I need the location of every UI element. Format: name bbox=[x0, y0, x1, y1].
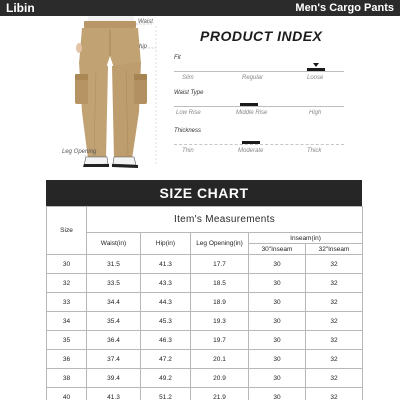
fit-option-loose: Loose bbox=[307, 75, 324, 81]
inseam-30-cell: 30 bbox=[249, 350, 306, 369]
leg-opening-cell: 19.3 bbox=[191, 312, 249, 331]
waist-cell: 31.5 bbox=[87, 255, 141, 274]
inseam-30-cell: 30 bbox=[249, 369, 306, 388]
pants-figure bbox=[44, 16, 170, 176]
size-cell: 32 bbox=[47, 274, 87, 293]
waist-cell: 34.4 bbox=[87, 293, 141, 312]
size-chart-table bbox=[46, 206, 363, 400]
hip-cell: 47.2 bbox=[141, 350, 191, 369]
hip-cell: 49.2 bbox=[141, 369, 191, 388]
inseam-30-cell: 30 bbox=[249, 312, 306, 331]
fit-index bbox=[174, 55, 344, 81]
hip-cell: 45.3 bbox=[141, 312, 191, 331]
waist-type-heading: Waist Type bbox=[174, 90, 204, 96]
leg-opening-cell: 17.7 bbox=[191, 255, 249, 274]
thickness-index bbox=[174, 128, 344, 154]
leg-opening-label: Leg Opening bbox=[62, 149, 97, 155]
waist-option-low-rise: Low Rise bbox=[176, 110, 201, 116]
hip-cell: 41.3 bbox=[141, 255, 191, 274]
waist-option-high: High bbox=[309, 110, 322, 116]
table-row bbox=[47, 274, 363, 293]
waist-cell: 33.5 bbox=[87, 274, 141, 293]
waist-type-scale-line bbox=[174, 106, 344, 107]
table-row bbox=[47, 350, 363, 369]
inseam-32-column-header: 32"Inseam bbox=[306, 244, 363, 255]
top-banner bbox=[0, 0, 400, 16]
size-cell: 30 bbox=[47, 255, 87, 274]
inseam-column-header: Inseam(in) bbox=[249, 233, 363, 244]
thickness-option-thin: Thin bbox=[182, 148, 194, 154]
table-row bbox=[47, 331, 363, 350]
waist-type-index bbox=[174, 90, 344, 116]
waist-cell: 41.3 bbox=[87, 388, 141, 400]
inseam-30-cell: 30 bbox=[249, 274, 306, 293]
inseam-32-cell: 32 bbox=[306, 255, 363, 274]
fit-selected-arrow bbox=[313, 63, 319, 67]
inseam-30-cell: 30 bbox=[249, 331, 306, 350]
leg-opening-cell: 20.1 bbox=[191, 350, 249, 369]
thickness-selected-marker bbox=[242, 141, 260, 144]
table-row bbox=[47, 255, 363, 274]
size-chart-title: SIZE CHART bbox=[159, 185, 249, 201]
waist-cell: 39.4 bbox=[87, 369, 141, 388]
leg-opening-cell: 20.9 bbox=[191, 369, 249, 388]
table-row bbox=[47, 388, 363, 400]
size-cell: 38 bbox=[47, 369, 87, 388]
inseam-32-cell: 32 bbox=[306, 388, 363, 400]
inseam-32-cell: 32 bbox=[306, 274, 363, 293]
product-index-title: PRODUCT INDEX bbox=[200, 28, 323, 44]
fit-option-slim: Slim bbox=[182, 75, 194, 81]
inseam-32-cell: 32 bbox=[306, 350, 363, 369]
waist-cell: 37.4 bbox=[87, 350, 141, 369]
leg-opening-cell: 18.5 bbox=[191, 274, 249, 293]
table-row bbox=[47, 312, 363, 331]
fit-scale-line bbox=[174, 71, 344, 72]
waist-column-header: Waist(in) bbox=[87, 233, 141, 255]
size-column-header: Size bbox=[47, 207, 87, 255]
table-row bbox=[47, 369, 363, 388]
leg-opening-cell: 19.7 bbox=[191, 331, 249, 350]
size-cell: 36 bbox=[47, 350, 87, 369]
leg-opening-column-header: Leg Opening(in) bbox=[191, 233, 249, 255]
hip-column-header: Hip(in) bbox=[141, 233, 191, 255]
hip-cell: 46.3 bbox=[141, 331, 191, 350]
waist-label: Waist bbox=[138, 19, 153, 25]
thickness-option-thick: Thick bbox=[307, 148, 322, 154]
thickness-heading: Thickness bbox=[174, 128, 202, 134]
inseam-30-cell: 30 bbox=[249, 388, 306, 400]
hip-label: hip bbox=[139, 44, 148, 50]
hip-cell: 51.2 bbox=[141, 388, 191, 400]
leg-opening-cell: 21.9 bbox=[191, 388, 249, 400]
size-chart-body bbox=[47, 255, 363, 400]
size-chart-header bbox=[46, 180, 362, 206]
product-name: Men's Cargo Pants bbox=[295, 2, 394, 14]
inseam-32-cell: 32 bbox=[306, 293, 363, 312]
waist-option-middle-rise: Middle Rise bbox=[236, 110, 268, 116]
thickness-option-moderate: Moderate bbox=[238, 148, 264, 154]
fit-option-regular: Regular bbox=[242, 75, 264, 81]
inseam-32-cell: 32 bbox=[306, 312, 363, 331]
inseam-30-column-header: 30"Inseam bbox=[249, 244, 306, 255]
table-row bbox=[47, 293, 363, 312]
thickness-scale-line bbox=[174, 144, 344, 145]
inseam-30-cell: 30 bbox=[249, 293, 306, 312]
size-cell: 34 bbox=[47, 312, 87, 331]
hip-cell: 43.3 bbox=[141, 274, 191, 293]
inseam-32-cell: 32 bbox=[306, 369, 363, 388]
measurements-title: Item's Measurements bbox=[87, 207, 363, 233]
leg-opening-cell: 18.9 bbox=[191, 293, 249, 312]
waist-type-selected-marker bbox=[240, 103, 258, 106]
waist-cell: 36.4 bbox=[87, 331, 141, 350]
brand-name: Libin bbox=[6, 1, 35, 15]
size-cell: 33 bbox=[47, 293, 87, 312]
hip-cell: 44.3 bbox=[141, 293, 191, 312]
fit-selected-marker bbox=[307, 68, 325, 71]
waist-cell: 35.4 bbox=[87, 312, 141, 331]
size-cell: 35 bbox=[47, 331, 87, 350]
fit-heading: Fit bbox=[174, 55, 181, 61]
inseam-30-cell: 30 bbox=[249, 255, 306, 274]
size-cell: 40 bbox=[47, 388, 87, 400]
inseam-32-cell: 32 bbox=[306, 331, 363, 350]
